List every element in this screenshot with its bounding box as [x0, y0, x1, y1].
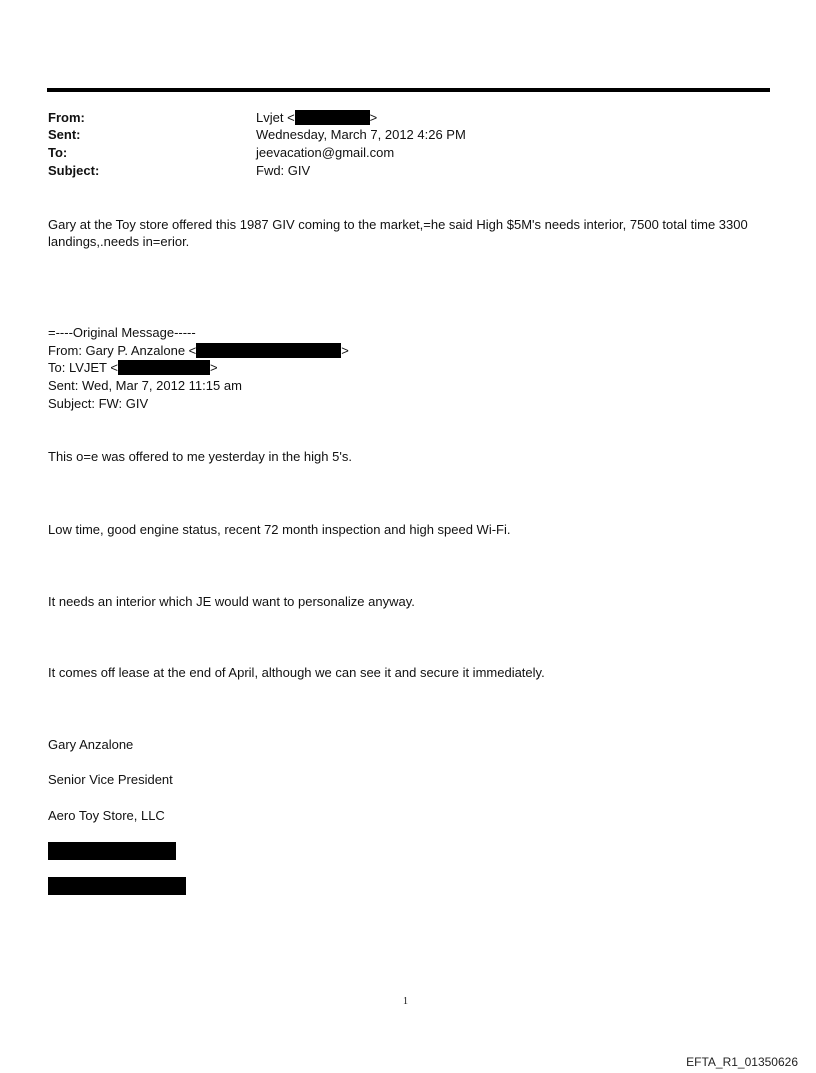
page-number: 1: [403, 996, 408, 1007]
from-label: From:: [48, 110, 85, 125]
subject-label: Subject:: [48, 163, 100, 178]
document-id: EFTA_R1_01350626: [686, 1055, 798, 1069]
original-subject: Subject: FW: GIV: [48, 396, 149, 411]
original-sent: Sent: Wed, Mar 7, 2012 11:15 am: [48, 378, 242, 393]
redaction-bar: [118, 360, 210, 375]
message-paragraph-3: It needs an interior which JE would want to personalize anyway.: [48, 594, 415, 609]
to-label: To:: [48, 145, 68, 160]
message-paragraph-1: This o=e was offered to me yesterday in the high 5's.: [48, 449, 352, 464]
redaction-block: [48, 842, 176, 860]
redaction-block: [48, 877, 186, 895]
intro-paragraph: Gary at the Toy store offered this 1987 GIV coming to the market,=he said High $5M's needs interior, 7500 total time 3300 landings,.needs in=erior.: [48, 217, 748, 249]
original-from: [48, 342, 349, 359]
signature-company: Aero Toy Store, LLC: [48, 808, 165, 823]
from-suffix: >: [369, 110, 378, 125]
original-to: [48, 359, 218, 376]
original-divider: =----Original Message-----: [48, 325, 196, 340]
sent-value: Wednesday, March 7, 2012 4:26 PM: [256, 127, 466, 142]
original-to-suffix: >: [209, 360, 218, 375]
original-from-text: From: Gary P. Anzalone <: [48, 343, 197, 358]
subject-value: Fwd: GIV: [256, 163, 311, 178]
message-paragraph-4: It comes off lease at the end of April, although we can see it and secure it immediately.: [48, 665, 545, 680]
message-paragraph-2: Low time, good engine status, recent 72 month inspection and high speed Wi-Fi.: [48, 522, 511, 537]
from-name: Lvjet <: [256, 110, 295, 125]
header-rule: [47, 88, 770, 92]
from-value: [256, 109, 377, 127]
signature-title: Senior Vice President: [48, 772, 173, 787]
sent-label: Sent:: [48, 127, 81, 142]
original-from-suffix: >: [341, 343, 349, 358]
signature-name: Gary Anzalone: [48, 737, 134, 752]
to-value: jeevacation@gmail.com: [256, 145, 395, 160]
original-to-text: To: LVJET <: [48, 360, 118, 375]
redaction-bar: [196, 343, 341, 358]
redaction-bar: [295, 110, 370, 125]
